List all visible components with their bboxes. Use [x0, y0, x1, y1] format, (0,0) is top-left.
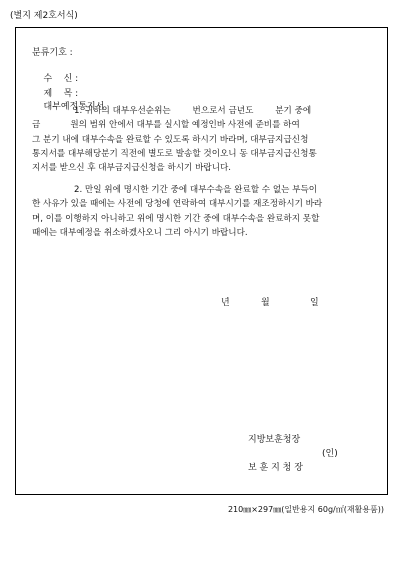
seal-mark: (인): [322, 449, 338, 459]
classification-row: [32, 45, 73, 58]
subject-label: 제 목 :: [43, 89, 79, 99]
date-day: 일: [310, 298, 319, 308]
paragraph-2-line: 2. 만일 위에 명시한 기간 중에 대부수속을 완료할 수 없는 부득이: [74, 185, 318, 195]
paragraph-2-line: 한 사유가 있을 때에는 사전에 당청에 연락하여 대부시기를 재조정하시기 바라: [32, 199, 323, 210]
sender-office: 지방보훈청장: [248, 435, 301, 445]
date-month: 월: [261, 298, 270, 308]
subject-value: 대부예정통지서: [43, 102, 105, 112]
paper-spec-footer: 210㎜×297㎜(일반용지 60g/㎡(재활용품)): [227, 505, 384, 514]
sender-head: 보 훈 지 청 장: [248, 463, 303, 473]
paragraph-1-line: 지서를 받으신 후 대부금지급신청을 하시기 바랍니다.: [32, 163, 232, 174]
paragraph-1-line: 그 분기 내에 대부수속을 완료할 수 있도록 하시기 바라며, 대부금지급신청: [32, 134, 309, 145]
paragraph-2-line: 때에는 대부예정을 취소하겠사오니 그리 아시기 바랍니다.: [32, 227, 248, 238]
paragraph-2-line: 며, 이를 이행하지 아니하고 위에 명시한 기간 중에 대부수속을 완료하지 못할: [32, 213, 320, 224]
paragraph-1-line: 금 원의 범위 안에서 대부를 실시할 예정인바 사전에 준비를 하여: [32, 120, 300, 131]
paragraph-1-line: 1. 귀하의 대부우선순위는 번으로서 금년도 분기 중에: [74, 106, 312, 116]
recipient-label: 수 신 :: [43, 74, 79, 84]
paragraph-2: [32, 183, 374, 240]
date-year: 년: [221, 298, 230, 308]
classification-label: 분류기호 :: [32, 48, 73, 58]
paragraph-1: [32, 104, 374, 175]
form-number: (별지 제2호서식): [10, 11, 78, 21]
paragraph-1-line: 통지서를 대부해당분기 직전에 별도로 발송할 것이오니 동 대부금지급신청통: [32, 148, 317, 159]
document-frame: [15, 27, 388, 495]
